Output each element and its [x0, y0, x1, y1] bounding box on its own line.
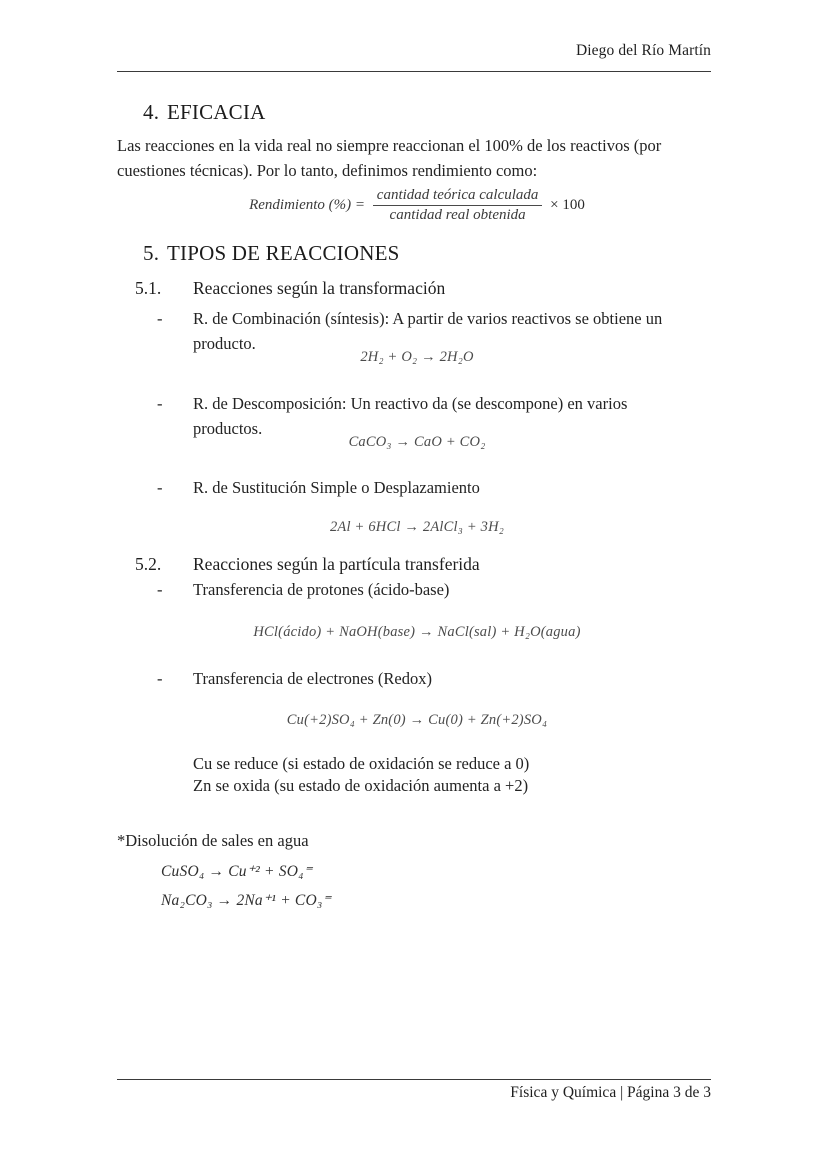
equation-sustitucion: 2Al + 6HCl → 2AlCl₃ + 3H₂ [329, 519, 504, 535]
section-4-title: EFICACIA [167, 100, 266, 124]
section-4-paragraph: Las reacciones en la vida real no siempre reaccionan el 100% de los reactivos (por cuestiones técnicas). Por lo tanto, definimos rendimiento como: [117, 136, 662, 181]
dissolution-equation-na2co3: Na₂CO₃ → 2Na⁺¹ + CO₃⁼ [161, 892, 331, 909]
section-5-title: TIPOS DE REACCIONES [167, 241, 400, 265]
bullet-dash: - [157, 580, 163, 599]
section-4-number: 4. [143, 100, 160, 124]
rendimiento-denominator: cantidad real obtenida [389, 207, 526, 223]
bullet-text: R. de Descomposición: Un reactivo da (se descompone) en varios productos. [193, 394, 628, 438]
bullet-text: Transferencia de electrones (Redox) [193, 669, 433, 688]
bullet-dash: - [157, 309, 163, 328]
page-header-author: Diego del Río Martín [575, 42, 711, 59]
subsection-5-1-number: 5.1. [135, 278, 162, 298]
bullet-dash: - [157, 478, 163, 497]
equation-descomposicion: CaCO₃ → CaO + CO₂ [348, 434, 486, 450]
subsection-5-2-number: 5.2. [135, 554, 162, 574]
equation-combinacion: 2H₂ + O₂ → 2H₂O [360, 349, 474, 365]
equation-acido-base: HCl(ácido) + NaOH(base) → NaCl(sal) + H₂O(agua) [253, 624, 581, 640]
footer-divider [117, 1079, 711, 1080]
subsection-5-2-title: Reacciones según la partícula transferida [193, 554, 480, 574]
rendimiento-fraction [373, 187, 543, 224]
rendimiento-lhs: Rendimiento (%) = [249, 196, 366, 213]
header-divider [117, 71, 711, 72]
dissolution-equation-cuso4: CuSO₄ → Cu⁺² + SO₄⁼ [161, 863, 313, 880]
subsection-5-1-title: Reacciones según la transformación [193, 278, 446, 298]
equation-redox: Cu(+2)SO₄ + Zn(0) → Cu(0) + Zn(+2)SO₄ [286, 712, 548, 728]
redox-note-cu: Cu se reduce (si estado de oxidación se reduce a 0) [193, 754, 530, 773]
bullet-dash: - [157, 394, 163, 413]
bullet-text: R. de Combinación (síntesis): A partir de varios reactivos se obtiene un producto. [193, 309, 663, 353]
rendimiento-rhs: × 100 [550, 196, 585, 213]
section-5-heading [143, 241, 399, 266]
bullet-text: R. de Sustitución Simple o Desplazamiento [193, 478, 480, 497]
rendimiento-equation [117, 187, 717, 224]
bullet-dash: - [157, 669, 163, 688]
bullet-text: Transferencia de protones (ácido-base) [193, 580, 450, 599]
section-5-number: 5. [143, 241, 160, 265]
page-footer: Física y Química | Página 3 de 3 [510, 1084, 711, 1101]
dissolution-title: *Disolución de sales en agua [117, 831, 309, 850]
section-4-heading [143, 100, 265, 125]
redox-note-zn: Zn se oxida (su estado de oxidación aumenta a +2) [193, 776, 529, 795]
rendimiento-numerator: cantidad teórica calculada [373, 187, 543, 206]
